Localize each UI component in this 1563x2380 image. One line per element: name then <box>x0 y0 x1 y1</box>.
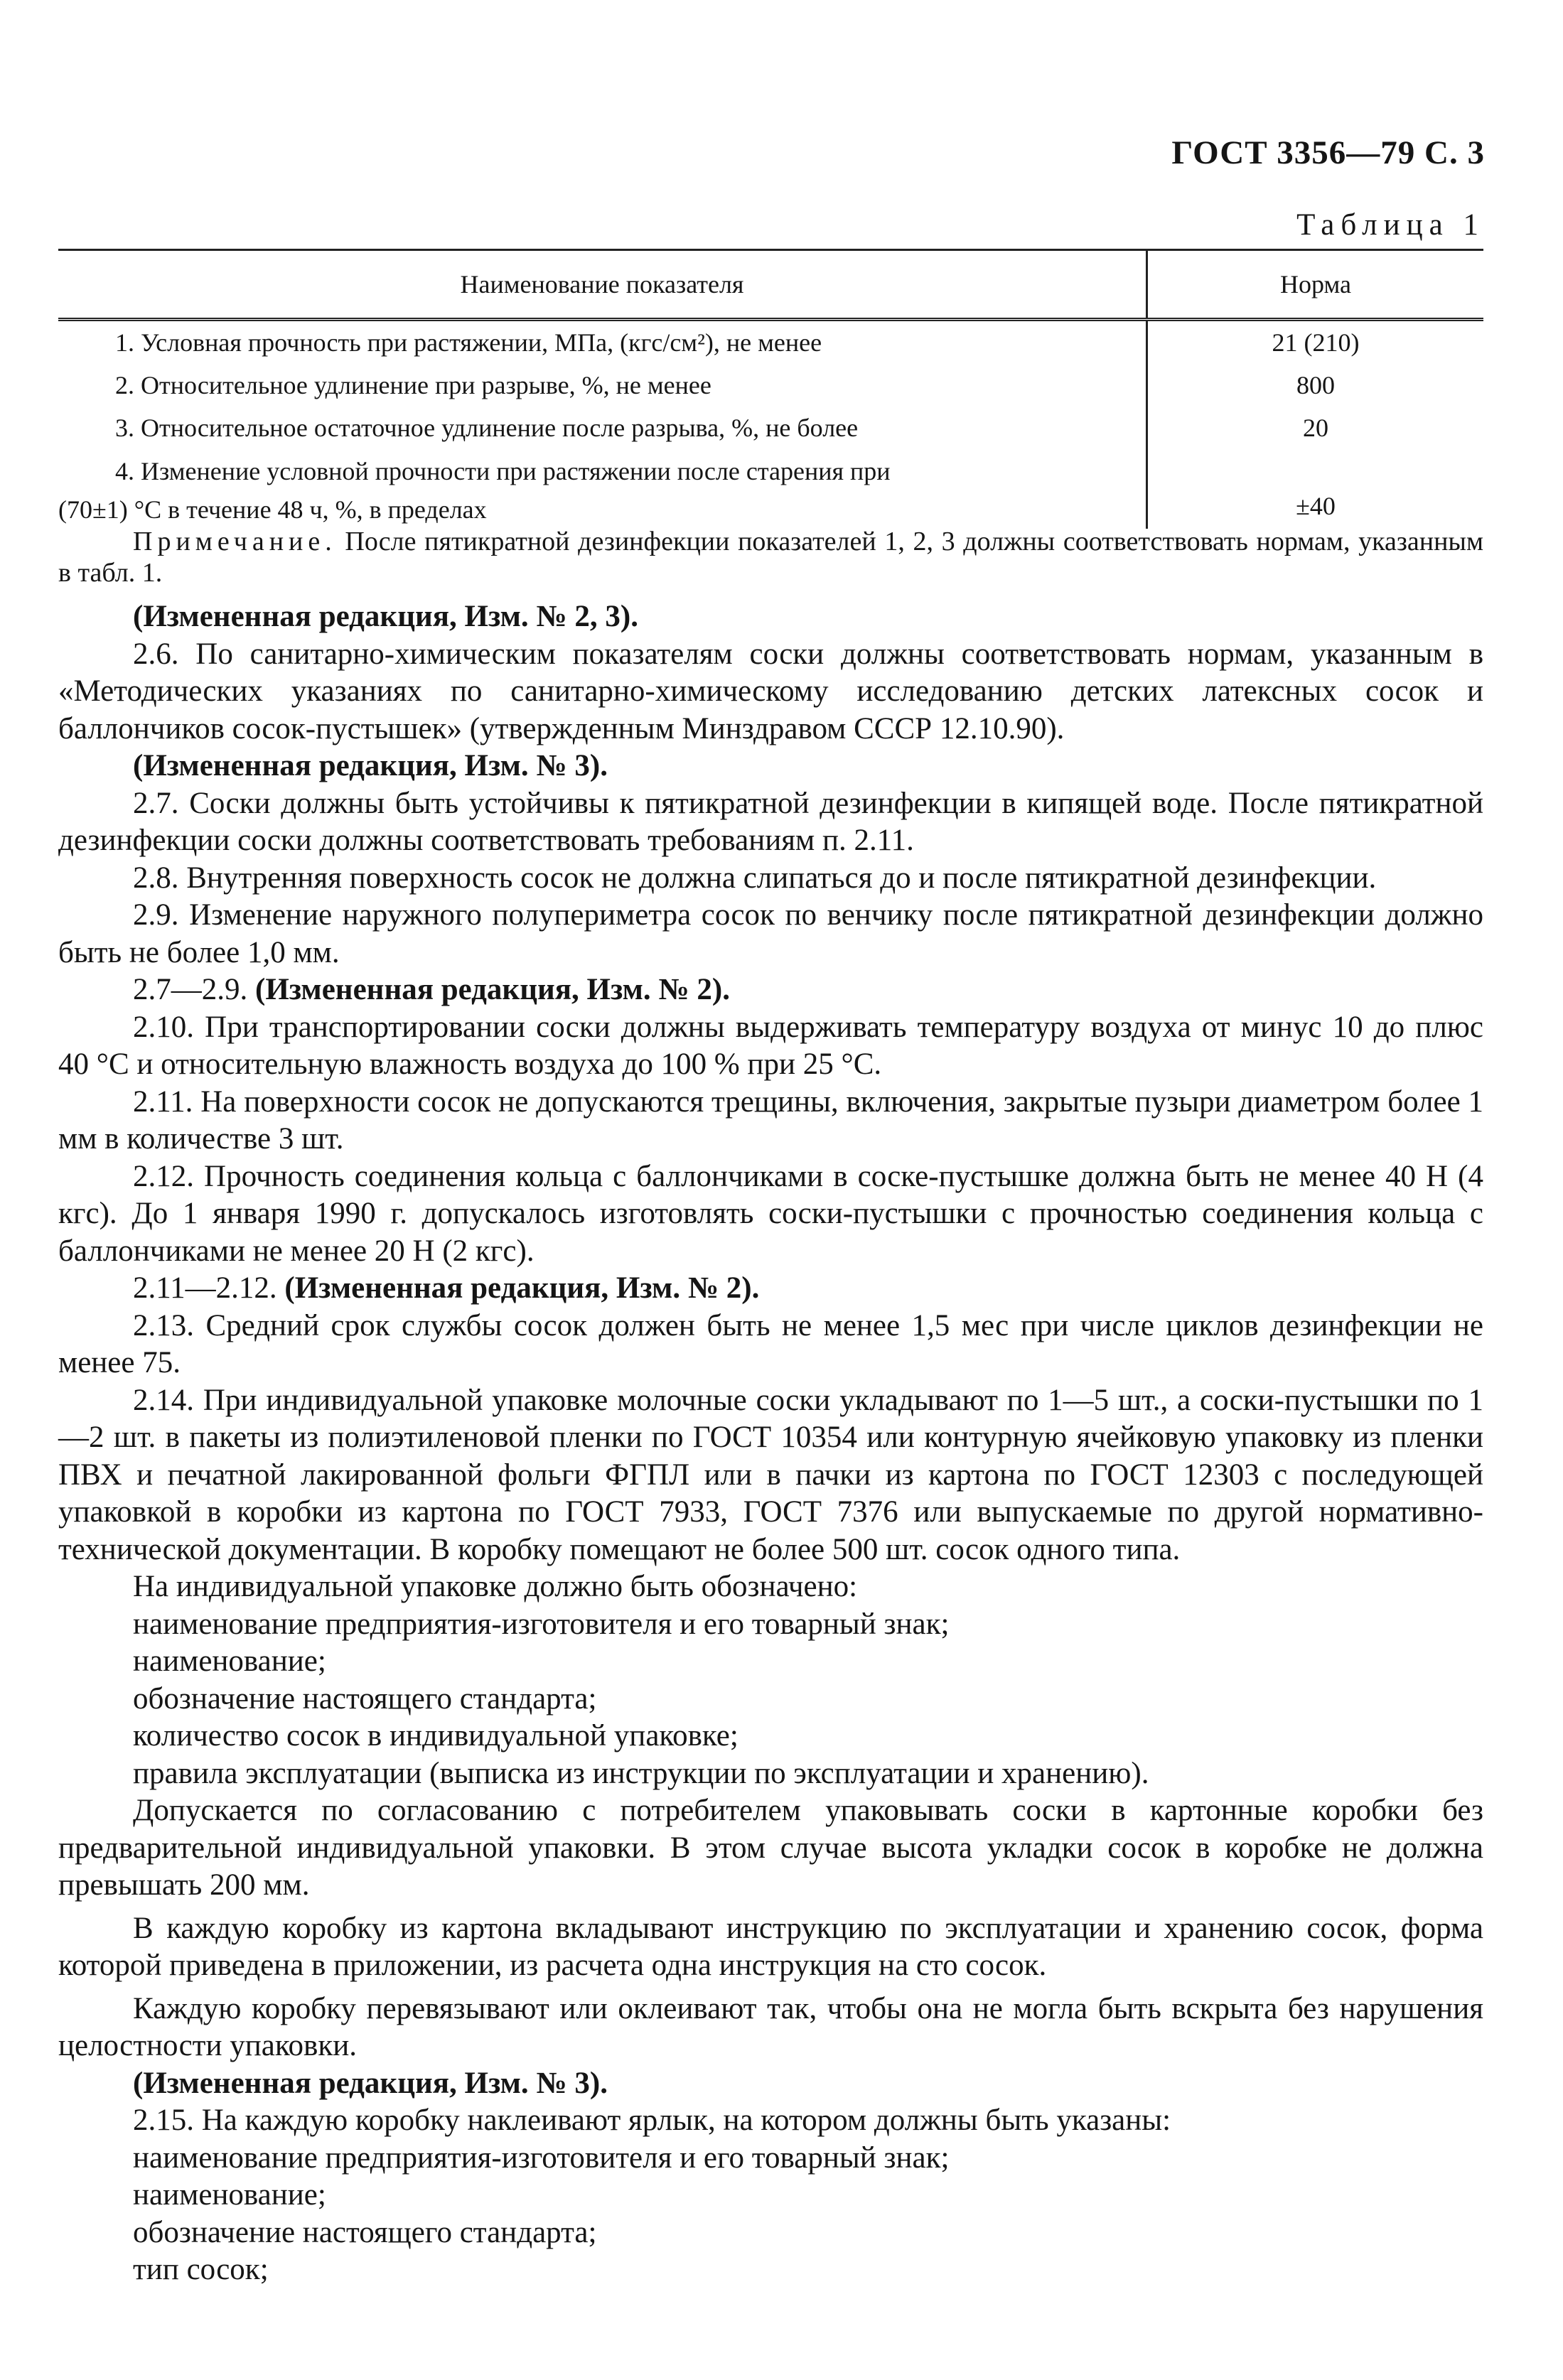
list-item: наименование; <box>133 1644 326 1678</box>
clause-2-8: 2.8. Внутренняя поверхность сосок не должна слипаться до и после пятикратной дезинфекции. <box>133 861 1377 895</box>
list-item: обозначение настоящего стандарта; <box>133 1681 597 1716</box>
clause-2-14: 2.14. При индивидуальной упаковке молочные соски укладывают по 1—5 шт., а соски-пустышки по 1—2 шт. в пакеты из полиэтиленовой пленки по ГОСТ 10354 или контурную ячейковую упаковку из пленки ПВХ и печатной лакированной фольги ФГПЛ или в пачки из картона по ГОСТ 12303 с последующей упаковкой в коробки из картона по ГОСТ 7933, ГОСТ 7376 или выпускаемые по другой нормативно-технической документации. В коробку помещают не более 500 шт. сосок одного типа. <box>58 1383 1483 1566</box>
list-item: наименование; <box>133 2178 326 2212</box>
table-header-row <box>58 249 1483 321</box>
amendment-prefix: 2.11—2.12. <box>133 1271 277 1305</box>
list-item: наименование предприятия-изготовителя и его товарный знак; <box>133 2141 950 2175</box>
clause-2-11: 2.11. На поверхности сосок не допускаются трещины, включения, закрытые пузыри диаметром более 1 мм в количестве 3 шт. <box>58 1084 1483 1156</box>
clause-2-7: 2.7. Соски должны быть устойчивы к пятикратной дезинфекции в кипящей воде. После пятикратной дезинфекции соски должны соответствовать требованиям п. 2.11. <box>58 786 1483 857</box>
amendment-note <box>58 1270 1483 1308</box>
list-item: обозначение настоящего стандарта; <box>133 2215 597 2249</box>
row-name-line: 4. Изменение условной прочности при растяжении после старения при <box>115 457 891 485</box>
column-header-name: Наименование показателя <box>58 251 1148 318</box>
row-name-line: (70±1) °С в течение 48 ч, %, в пределах <box>58 495 487 524</box>
amendment-note: (Измененная редакция, Изм. № 3). <box>133 2066 608 2100</box>
row-norm: 20 <box>1303 414 1328 442</box>
table-row <box>58 449 1483 529</box>
table-note <box>58 526 1483 588</box>
packaging-paragraph: В каждую коробку из картона вкладывают инструкцию по эксплуатации и хранению сосок, форма которой приведена в приложении, из расчета одна инструкция на сто сосок. <box>58 1911 1483 1982</box>
table-row <box>58 321 1483 364</box>
amendment-text: (Измененная редакция, Изм. № 2). <box>255 973 730 1006</box>
table-row <box>58 364 1483 406</box>
clause-2-12: 2.12. Прочность соединения кольца с баллончиками в соске-пустышке должна быть не менее 40 Н (4 кгс). До 1 января 1990 г. допускалось изготовлять соски-пустышки с прочностью соединения кольца с баллончиками не менее 20 Н (2 кгс). <box>58 1159 1483 1268</box>
packaging-paragraph: Допускается по согласованию с потребителем упаковывать соски в картонные коробки без предварительной индивидуальной упаковки. В этом случае высота укладки сосок в коробке не должна превышать 200 мм. <box>58 1794 1483 1902</box>
clause-2-10: 2.10. При транспортировании соски должны выдерживать температуру воздуха от минус 10 до плюс 40 °С и относительную влажность воздуха до 100 % при 25 °С. <box>58 1010 1483 1081</box>
row-name: 3. Относительное остаточное удлинение после разрыва, %, не более <box>58 406 1148 449</box>
row-name: 2. Относительное удлинение при разрыве, %, не менее <box>58 364 1148 406</box>
packaging-paragraph: Каждую коробку перевязывают или оклеивают так, чтобы она не могла быть вскрыта без нарушения целостности упаковки. <box>58 1991 1483 2062</box>
clause-2-13: 2.13. Средний срок службы сосок должен быть не менее 1,5 мес при числе циклов дезинфекции не менее 75. <box>58 1308 1483 1379</box>
row-norm: 21 (210) <box>1272 328 1360 357</box>
amendment-text: (Измененная редакция, Изм. № 2). <box>284 1271 760 1305</box>
note-label: Примечание. <box>133 527 337 556</box>
list-item: тип сосок; <box>133 2253 269 2286</box>
amendment-note: (Измененная редакция, Изм. № 3). <box>133 749 608 782</box>
table-row <box>58 406 1483 449</box>
list-item: наименование предприятия-изготовителя и его товарный знак; <box>133 1607 950 1641</box>
indicators-table <box>58 249 1483 529</box>
list-item: На индивидуальной упаковке должно быть обозначено: <box>133 1570 858 1603</box>
column-header-norm: Норма <box>1280 270 1351 298</box>
list-item: правила эксплуатации (выписка из инструкции по эксплуатации и хранению). <box>133 1756 1149 1790</box>
note-text: После пятикратной дезинфекции показателей 1, 2, 3 должны соответствовать нормам, указанным в табл. 1. <box>58 527 1483 588</box>
amendment-prefix: 2.7—2.9. <box>133 973 248 1006</box>
amendment-note <box>58 971 1483 1009</box>
table-caption: Таблица 1 <box>1296 208 1485 242</box>
list-item: количество сосок в индивидуальной упаковке; <box>133 1719 738 1752</box>
row-name <box>58 449 1148 529</box>
page-header: ГОСТ 3356—79 С. 3 <box>1171 134 1485 171</box>
row-name: 1. Условная прочность при растяжении, МПа, (кгс/см²), не менее <box>58 321 1148 364</box>
amendment-note: (Измененная редакция, Изм. № 2, 3). <box>133 600 638 633</box>
row-norm: ±40 <box>1296 492 1336 520</box>
clause-2-15: 2.15. На каждую коробку наклеивают ярлык, на котором должны быть указаны: <box>133 2104 1171 2137</box>
clause-2-9: 2.9. Изменение наружного полупериметра сосок по венчику после пятикратной дезинфекции должно быть не более 1,0 мм. <box>58 898 1483 969</box>
row-norm: 800 <box>1296 371 1335 399</box>
clause-2-6: 2.6. По санитарно-химическим показателям соски должны соответствовать нормам, указанным в «Методических указаниях по санитарно-химическому исследованию детских латексных сосок и баллончиков сосок-пустышек» (утвержденным Минздравом СССР 12.10.90). <box>58 637 1483 745</box>
document-body <box>58 526 1483 2289</box>
